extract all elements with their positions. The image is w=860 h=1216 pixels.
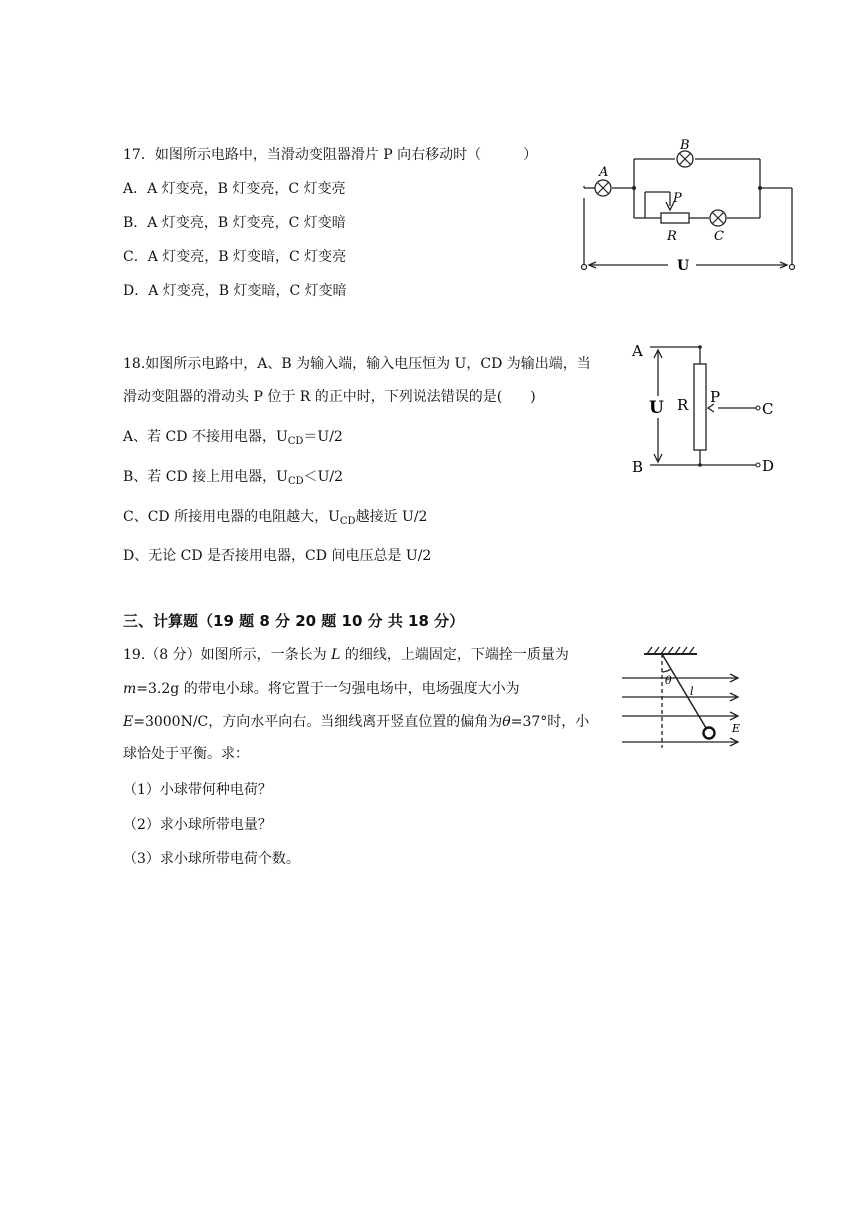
q18-stem-line2: 滑动变阻器的滑动头 P 位于 R 的正中时，下列说法错误的是( ) [123, 389, 536, 405]
q17-option-d: D．A 灯变亮，B 灯变暗，C 灯变暗 [123, 283, 347, 299]
voltage-label: U [677, 258, 690, 274]
q19-question-2: （2）求小球所带电量？ [123, 817, 272, 833]
lamp-a-icon [584, 180, 611, 196]
angle-theta-label: θ [665, 674, 672, 687]
terminal-b-label: B [632, 458, 644, 476]
rheostat-label: R [677, 396, 689, 414]
slider-p-label: P [710, 388, 721, 406]
q19-line2: m=3.2g 的带电小球。将它置于一匀强电场中，电场强度大小为 [123, 681, 520, 697]
charged-ball-icon [704, 728, 715, 739]
q18-stem-line1: 18.如图所示电路中，A、B 为输入端，输入电压恒为 U，CD 为输出端，当 [123, 356, 591, 372]
q17-option-a: A．A 灯变亮，B 灯变亮，C 灯变亮 [123, 181, 346, 197]
lamp-b-label: B [680, 138, 690, 153]
lamp-c-label: C [714, 229, 724, 244]
q17-stem: 17．如图所示电路中，当滑动变阻器滑片 P 向右移动时（ ） [123, 147, 538, 163]
field-e-label: E [732, 722, 741, 735]
slider-label: P [673, 191, 682, 206]
q18-option-a: A、若 CD 不接用电器，$U_{CD}=U/2$ [123, 429, 343, 447]
q18-option-b: B、若 CD 接上用电器，$U_{CD}<U/2$ [123, 469, 344, 487]
terminal-a-label: A [632, 342, 643, 360]
lamp-b-icon [677, 151, 693, 167]
lamp-c-icon [710, 210, 726, 226]
q19-question-3: （3）求小球所带电荷个数。 [123, 851, 300, 867]
q19-line4: 球恰处于平衡。求： [123, 746, 249, 762]
q18-circuit-diagram [628, 338, 778, 480]
q17-circuit-diagram [578, 132, 802, 278]
q19-line3: E=3000N/C，方向水平向右。当细线离开竖直位置的偏角为θ=37°时，小 [123, 714, 590, 730]
q19-question-1: （1）小球带何种电荷？ [123, 782, 272, 798]
lamp-a-label: A [599, 165, 609, 180]
q17-option-b: B．A 灯变亮，B 灯变亮，C 灯变暗 [123, 215, 346, 231]
section-3-heading: 三、计算题（19 题 8 分 20 题 10 分 共 18 分） [123, 612, 465, 630]
q18-option-d: D、无论 CD 是否接用电器，CD 间电压总是 U/2 [123, 548, 432, 564]
q19-pendulum-field-diagram [617, 642, 747, 754]
q19-line1: 19.（8 分）如图所示，一条长为 L 的细线，上端固定，下端拴一质量为 [123, 647, 569, 663]
thread-length-label: l [690, 685, 694, 698]
input-voltage-label: U [649, 398, 664, 418]
terminal-c-label: C [762, 400, 774, 418]
terminal-d-label: D [762, 457, 775, 475]
q18-option-c: C、CD 所接用电器的电阻越大，$U_{CD}$越接近 U/2 [123, 509, 428, 527]
q17-option-c: C．A 灯变亮，B 灯变暗，C 灯变亮 [123, 249, 347, 265]
resistor-label: R [667, 229, 677, 244]
